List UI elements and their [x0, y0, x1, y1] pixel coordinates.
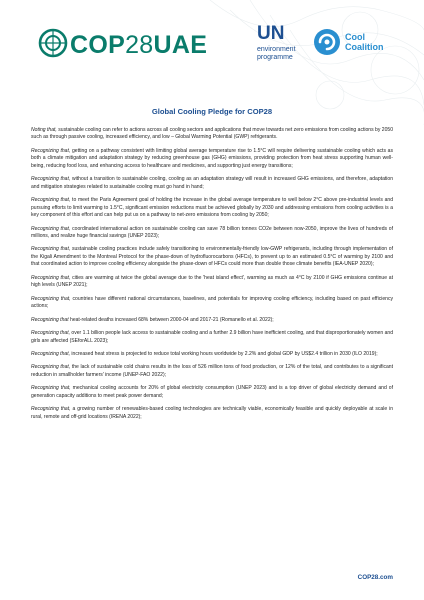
unep-abbr: UN	[257, 23, 285, 44]
cool-line-1: Cool	[345, 32, 365, 42]
paragraph-text: heat-related deaths increased 68% between 2000-04 and 2017-21 (Romanello et al. 2022);	[68, 316, 274, 323]
paragraph-lead: Recognizing that,	[31, 176, 71, 183]
unep-logo	[257, 24, 317, 68]
paragraph	[31, 148, 393, 170]
paragraph	[31, 317, 393, 324]
cool-coalition-text	[345, 33, 384, 52]
paragraph-lead: Recognizing that,	[31, 330, 71, 337]
paragraph-text: over 1.1 billion people lack access to sustainable cooling and a further 2.9 billion have inefficient cooling, and that disproportionately women and girls are affected (SEforALL 2023);	[31, 330, 393, 344]
cool-coalition-logo	[312, 27, 402, 67]
cop28-logo-text	[70, 31, 207, 59]
paragraph-lead: Recognizing that,	[31, 295, 71, 302]
paragraph-text: getting on a pathway consistent with limiting global average temperature rise to 1.5°C will require delivering sustainable cooling which acts as both a climate mitigation and adaptation strategy by reducing greenhouse gas (GHG) emissions, providing protection from heat stress supporting human well-being, reducing food loss, and enhancing access to healthcare and medicines, and supporting just energy transitions;	[31, 147, 393, 169]
paragraph	[31, 226, 393, 241]
paragraph-text: cities are warming at twice the global average due to the 'heat island effect', warming as much as 4°C by 2100 if GHG emissions continue at high levels (UNEP 2021);	[31, 274, 393, 289]
paragraph-lead: Recognizing that,	[31, 246, 71, 253]
paragraph-text: increased heat stress is projected to reduce total working hours worldwide by 2.2% and global GDP by US$2.4 trillion in 2030 (ILO 2019);	[70, 350, 378, 357]
paragraph-lead: Noting that,	[31, 127, 57, 133]
paragraph	[31, 406, 393, 421]
paragraph-lead: Recognizing that,	[31, 364, 71, 371]
paragraph-lead: Recognizing that,	[31, 225, 71, 232]
document-body	[31, 127, 393, 427]
paragraph	[31, 275, 393, 290]
paragraph-text: coordinated international action on sustainable cooling can save 78 billion tonnes CO2e between now-2050, improve the lives of hundreds of millions, and realize huge financial savings (UNEP 2023);	[31, 225, 394, 239]
paragraph-text: sustainable cooling practices include safely transitioning to environmentally-friendly low-GWP refrigerants, including through implementation of the Kigali Amendment to the Montreal Protocol for the phase-down of hydrofluorocarbons (HFCs), to prevent up to an estimated 0.5°C of warming by 2100 and that coordinated action to improve cooling efficiency alongside the phase-down of HFCs could more than double those climate benefits (IEA-UNEP 2020);	[31, 246, 393, 268]
paragraph-lead: Recognizing that,	[31, 385, 71, 392]
footer-url[interactable]: COP28.com	[357, 574, 393, 581]
paragraph	[31, 176, 393, 191]
paragraph-lead: Recognizing that,	[31, 274, 71, 281]
cop28-globe-icon	[38, 28, 68, 58]
cop28-logo	[38, 26, 208, 66]
paragraph-lead: Recognizing that,	[31, 406, 71, 413]
paragraph-text: without a transition to sustainable cooling, cooling as an adaptation strategy will result in increased GHG emissions, and therefore, adaptation and mitigation strategies related to sustainable cooling must go hand in hand;	[31, 176, 394, 190]
paragraph	[31, 127, 393, 142]
paragraph-lead: Recognizing that,	[31, 197, 71, 204]
paragraph	[31, 330, 393, 345]
paragraph-text: to meet the Paris Agreement goal of holding the increase in the global average temperature to well below 2°C above pre-industrial levels and pursuing efforts to limit warming to 1.5°C, significant emission reductions must be achieved globally by 2030 and addressing emissions from cooling activities is a key component of this effort and can help put us on a pathway to net-zero emissions from cooling by 2050;	[31, 197, 393, 219]
paragraph	[31, 296, 393, 311]
paragraph-text: countries have different national circumstances, baselines, and potentials for improving cooling efficiency, including based on past efficiency actions;	[31, 295, 394, 310]
cop-number: 28	[125, 31, 154, 59]
cop-prefix: COP	[70, 31, 126, 59]
document-title: Global Cooling Pledge for COP28	[151, 107, 273, 116]
cool-coalition-swirl-icon	[312, 27, 342, 57]
paragraph-text: sustainable cooling can refer to actions across all cooling sectors and applications that move towards net zero emissions from cooling actions by 2050 such as through passive cooling, increased efficiency, and low – Global Warming Potential (GWP) refrigerants.	[31, 127, 394, 141]
paragraph-text: a growing number of renewables-based cooling technologies are technically viable, economically feasible and quickly deployable at scale in rural, remote and off-grid locations (IRENA 2022);	[31, 406, 394, 420]
unep-sub-line-1: environment	[257, 46, 296, 53]
unep-sub-line-2: programme	[257, 53, 293, 61]
paragraph-text: mechanical cooling accounts for 20% of global electricity consumption (UNEP 2023) and is a top driver of global electricity demand and of generation capacity additions to meet peak power demand;	[31, 385, 394, 399]
paragraph-lead: Recognizing that,	[31, 147, 71, 154]
paragraph	[31, 351, 393, 358]
paragraph	[31, 385, 393, 400]
cool-line-2: Coalition	[345, 41, 384, 52]
unep-subtitle	[257, 46, 317, 61]
paragraph-lead: Recognizing that,	[31, 350, 70, 357]
paragraph	[31, 197, 393, 219]
paragraph-lead: Recognizing that	[31, 316, 69, 323]
paragraph	[31, 364, 393, 379]
paragraph-text: the lack of sustainable cold chains results in the loss of 526 million tons of food production, or 12% of the total, and contributes to a significant reduction in smallholder farmers' income (UNEP-FAO 2022);	[31, 364, 393, 378]
cop-suffix: UAE	[153, 31, 208, 59]
paragraph	[31, 246, 393, 268]
